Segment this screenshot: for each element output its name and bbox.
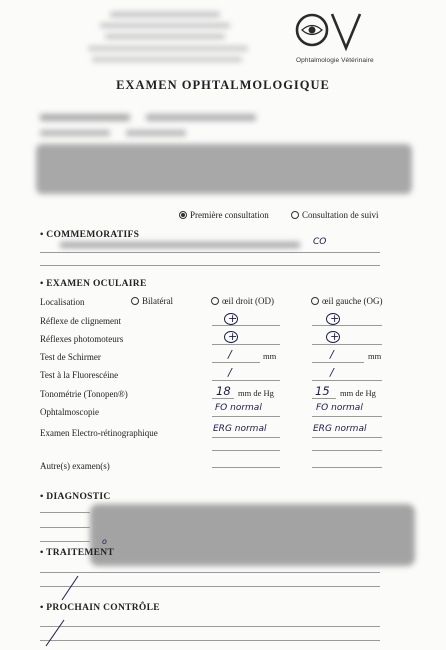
followup-consultation-radio[interactable] xyxy=(291,211,299,219)
od-line xyxy=(212,437,280,438)
first-consultation-label: Première consultation xyxy=(190,210,269,220)
traitement-strike-mark xyxy=(58,574,82,602)
og-line xyxy=(312,380,382,381)
traitement-handwriting: o xyxy=(102,537,107,546)
od-unit: mm xyxy=(263,351,277,361)
od-radio[interactable] xyxy=(211,297,219,305)
og-line-other xyxy=(312,467,382,468)
og-radio[interactable] xyxy=(311,297,319,305)
section-diagnostic: • DIAGNOSTIC xyxy=(40,492,111,502)
exam-row-label: Tonométrie (Tonopen®) xyxy=(40,389,128,399)
section-prochain-controle: • PROCHAIN CONTRÔLE xyxy=(40,603,160,613)
od-value: + xyxy=(228,312,238,325)
og-line xyxy=(312,416,382,417)
exam-row-label: Ophtalmoscopie xyxy=(40,407,99,417)
commemoratifs-line-2 xyxy=(40,265,380,266)
od-line xyxy=(212,380,280,381)
redacted-clinic-address xyxy=(80,8,250,70)
od-value: + xyxy=(228,330,238,343)
diagnostic-line-2 xyxy=(40,527,90,528)
diagnostic-line-1 xyxy=(40,512,90,513)
exam-row-label: Réflexes photomoteurs xyxy=(40,334,124,344)
bilateral-radio[interactable] xyxy=(131,297,139,305)
section-examen-oculaire: • EXAMEN OCULAIRE xyxy=(40,279,147,289)
controle-line-2 xyxy=(40,640,380,641)
og-line xyxy=(312,398,336,399)
localisation-label: Localisation xyxy=(40,297,85,307)
first-consultation-radio[interactable] xyxy=(179,211,187,219)
od-line xyxy=(212,398,234,399)
og-value: + xyxy=(330,330,340,343)
controle-strike-mark xyxy=(42,618,68,648)
bilateral-option[interactable] xyxy=(131,296,173,306)
od-circle-mark xyxy=(223,330,239,344)
redacted-patient-info xyxy=(36,108,412,204)
og-unit: mm de Hg xyxy=(340,388,376,398)
og-label: œil gauche (OG) xyxy=(322,296,383,306)
og-value: + xyxy=(330,312,340,325)
og-value: ERG normal xyxy=(313,424,367,434)
od-value: / xyxy=(228,366,232,379)
diagnostic-line-3 xyxy=(40,541,90,542)
commemoratifs-handwriting: CO xyxy=(313,237,327,247)
traitement-line-1 xyxy=(40,572,380,573)
exam-row-label: Test de Schirmer xyxy=(40,352,101,362)
other-exams-label: Autre(s) examen(s) xyxy=(40,461,110,471)
og-line xyxy=(312,325,382,326)
og-value: 15 xyxy=(315,384,330,398)
section-traitement: • TRAITEMENT xyxy=(40,548,115,558)
od-line-extra xyxy=(212,450,280,451)
og-option[interactable] xyxy=(311,296,382,306)
og-line xyxy=(312,437,382,438)
og-value: FO normal xyxy=(316,403,363,413)
og-value: / xyxy=(330,366,334,379)
od-unit: mm de Hg xyxy=(238,388,274,398)
traitement-line-2 xyxy=(40,586,380,587)
bilateral-label: Bilatéral xyxy=(142,296,173,306)
controle-line-1 xyxy=(40,626,380,627)
og-circle-mark xyxy=(325,312,341,326)
od-line xyxy=(212,416,280,417)
commemoratifs-line-1 xyxy=(40,252,380,253)
followup-consultation-option[interactable] xyxy=(291,210,379,220)
redacted-diagnostic-traitement xyxy=(90,500,420,570)
page-title: EXAMEN OPHTALMOLOGIQUE xyxy=(116,78,330,92)
logo-caption: Ophtalmologie Vétérinaire xyxy=(296,57,374,64)
first-consultation-option[interactable] xyxy=(179,210,269,220)
og-unit: mm xyxy=(368,351,382,361)
od-line-other xyxy=(212,467,280,468)
og-line xyxy=(312,362,364,363)
followup-consultation-label: Consultation de suivi xyxy=(302,210,379,220)
od-value: ERG normal xyxy=(213,424,267,434)
od-circle-mark xyxy=(223,312,239,326)
og-line xyxy=(312,344,382,345)
exam-row-label: Test à la Fluorescéine xyxy=(40,370,119,380)
section-commemoratifs: • COMMEMORATIFS xyxy=(40,230,140,240)
od-value: 18 xyxy=(216,384,231,398)
exam-row-label: Réflexe de clignement xyxy=(40,316,121,326)
od-option[interactable] xyxy=(211,296,274,306)
exam-row-label: Examen Electro-rétinographique xyxy=(40,428,158,438)
og-circle-mark xyxy=(325,330,341,344)
od-line xyxy=(212,362,260,363)
od-label: œil droit (OD) xyxy=(222,296,274,306)
od-line xyxy=(212,325,280,326)
od-value: / xyxy=(228,348,232,361)
og-line-extra xyxy=(312,450,382,451)
redacted-commemoratifs-text xyxy=(60,240,310,252)
od-value: FO normal xyxy=(215,403,262,413)
od-line xyxy=(212,344,280,345)
og-value: / xyxy=(330,348,334,361)
